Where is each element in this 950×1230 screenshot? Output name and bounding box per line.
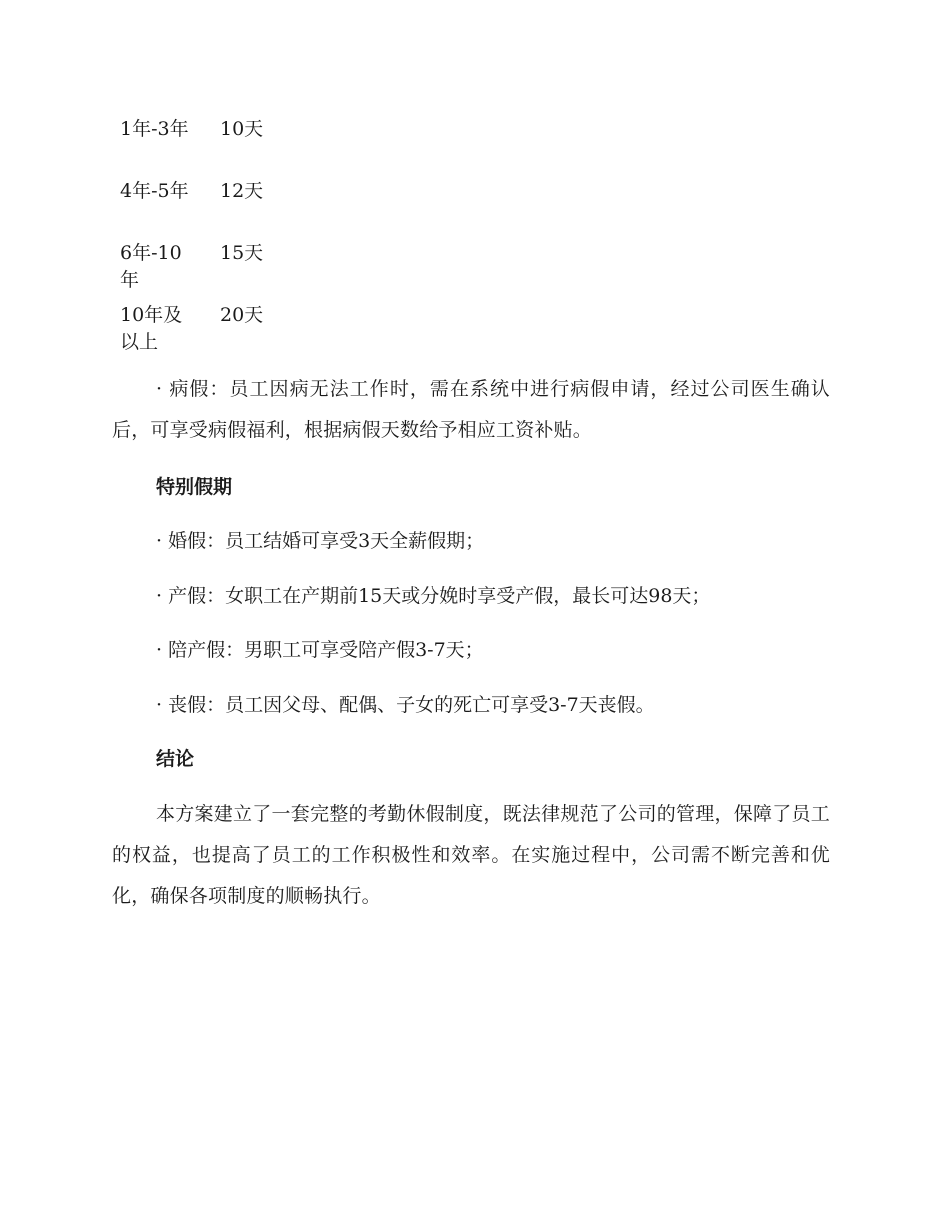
days-cell: 15天	[220, 242, 264, 264]
conclusion-heading: 结论	[156, 748, 195, 770]
special-leave-heading: 特别假期	[156, 476, 233, 498]
days-cell: 10天	[220, 118, 264, 140]
table-row	[120, 116, 300, 178]
table-row	[120, 302, 300, 364]
days-cell: 12天	[220, 180, 264, 202]
maternity-leave-item: · 产假：女职工在产期前15天或分娩时享受产假，最长可达98天；	[156, 585, 711, 607]
years-cell: 6年-10年	[120, 242, 182, 291]
marriage-leave-item: · 婚假：员工结婚可享受3天全薪假期；	[156, 530, 485, 552]
bereavement-leave-item: · 丧假：员工因父母、配偶、子女的死亡可享受3-7天丧假。	[156, 694, 655, 716]
table-row	[120, 240, 300, 302]
sick-leave-paragraph: · 病假：员工因病无法工作时，需在系统中进行病假申请，经过公司医生确认后，可享受病假福利，根据病假天数给予相应工资补贴。	[112, 378, 830, 441]
days-cell: 20天	[220, 304, 264, 326]
annual-leave-table	[120, 116, 300, 364]
table-row	[120, 178, 300, 240]
conclusion-paragraph: 本方案建立了一套完整的考勤休假制度，既法律规范了公司的管理，保障了员工的权益，也提高了员工的工作积极性和效率。在实施过程中，公司需不断完善和优化，确保各项制度的顺畅执行。	[112, 803, 830, 907]
years-cell: 1年-3年	[120, 118, 189, 140]
paternity-leave-item: · 陪产假：男职工可享受陪产假3-7天；	[156, 639, 484, 661]
years-cell: 10年及以上	[120, 304, 183, 353]
years-cell: 4年-5年	[120, 180, 189, 202]
